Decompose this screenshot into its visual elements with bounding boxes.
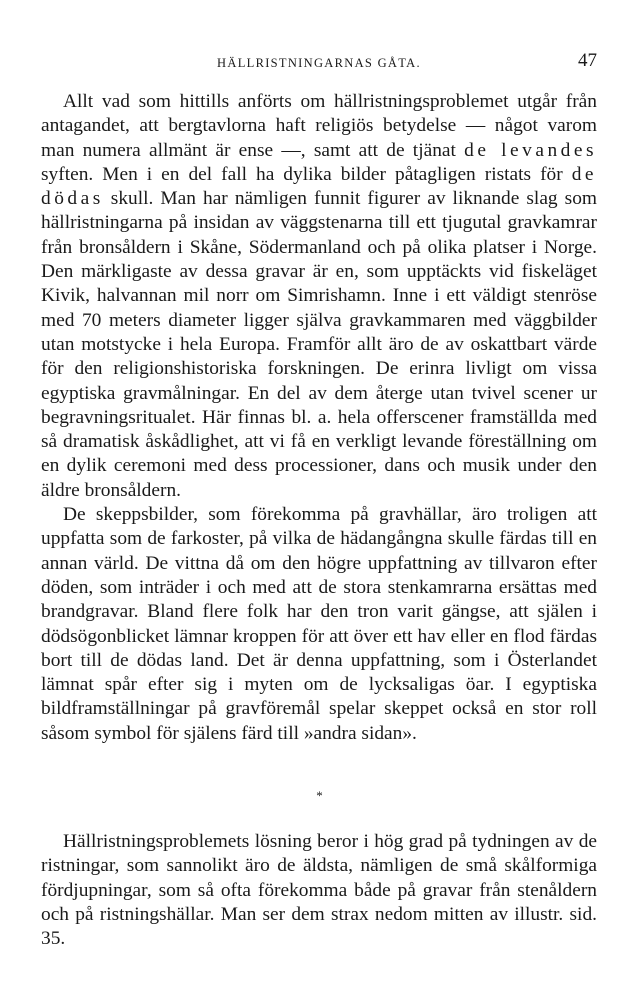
running-head (41, 50, 597, 76)
main-text (41, 90, 597, 746)
paragraph-3: Hällristningsproblemets lösning beror i hög grad på tydningen av de ristningar, som sannolikt äro de äldsta, nämligen de små skålformiga fördjupningar, som så ofta förekomma både på gravar från stenåldern och på ristningshällar. Man ser dem strax nedom mitten av illustr. sid. 35. (41, 831, 597, 950)
emphasis-de-dodas: de dödas (41, 163, 597, 210)
paragraph-1-part-b: syften. Men i en del fall ha dylika bilder påtagligen ristats för (41, 163, 572, 185)
emphasis-de-levandes: de levandes (464, 139, 597, 161)
paragraph-1-part-c: skull. Man har nämligen funnit figurer av liknande slag som hällristningarna på insidan av väggstenarna till ett tjugutal gravkamrar från bronsåldern i Skåne, Södermanland och på olika platser i Norge. Den märkligaste av dessa gravar är en, som upptäckts vid fiskeläget Kivik, halvannan mil norr om Simrishamn. Inne i ett väldigt stenröse med 70 meters diameter ligger själva gravkammaren med väggbilder utan motstycke i hela Europa. Framför allt äro de av oskattbart värde för den religionshistoriska forskningen. De erinra livligt om vissa egyptiska gravmålningar. En del av dem återge utan tvivel scener ur begravningsritualet. Här finnas bl. a. hela offerscener framställda med så dramatisk åskådlighet, att vi få en verkligt levande föreställning om en dylik ceremoni med dess processioner, dans och musik under den äldre bronsåldern. (41, 188, 597, 501)
paragraph-1-part-a: Allt vad som hittills anförts om hällristningsproblemet utgår från antagandet, att bergtavlorna haft religiös betydelse — något varom man numera allmänt är ense —, samt att de tjänat (41, 91, 597, 161)
section-separator: * (316, 788, 323, 803)
paragraph-1 (41, 90, 597, 503)
page-number: 47 (578, 50, 597, 71)
paragraph-2: De skeppsbilder, som förekomma på gravhällar, äro troligen att uppfatta som de farkoster, på vilka de hädangångna skulle färdas till en annan värld. De vittna då om den högre uppfattning av tillvaron efter döden, som inträder i och med att de stora stenkamrarna ersättas med brandgravar. Bland flere folk har den tron varit gängse, att själen i dödsögonblicket lämnar kroppen för att över ett hav eller en flod färdas bort till de dödas land. Det är denna uppfattning, som i Österlandet lämnat spår efter sig i myten om de lycksaligas öar. I egyptiska bildframställningar på gravföremål spelar skeppet också en stor roll såsom symbol för själens färd till »andra sidan». (41, 504, 597, 744)
closing-text (41, 830, 597, 951)
running-title: HÄLLRISTNINGARNAS GÅTA. (217, 56, 421, 70)
